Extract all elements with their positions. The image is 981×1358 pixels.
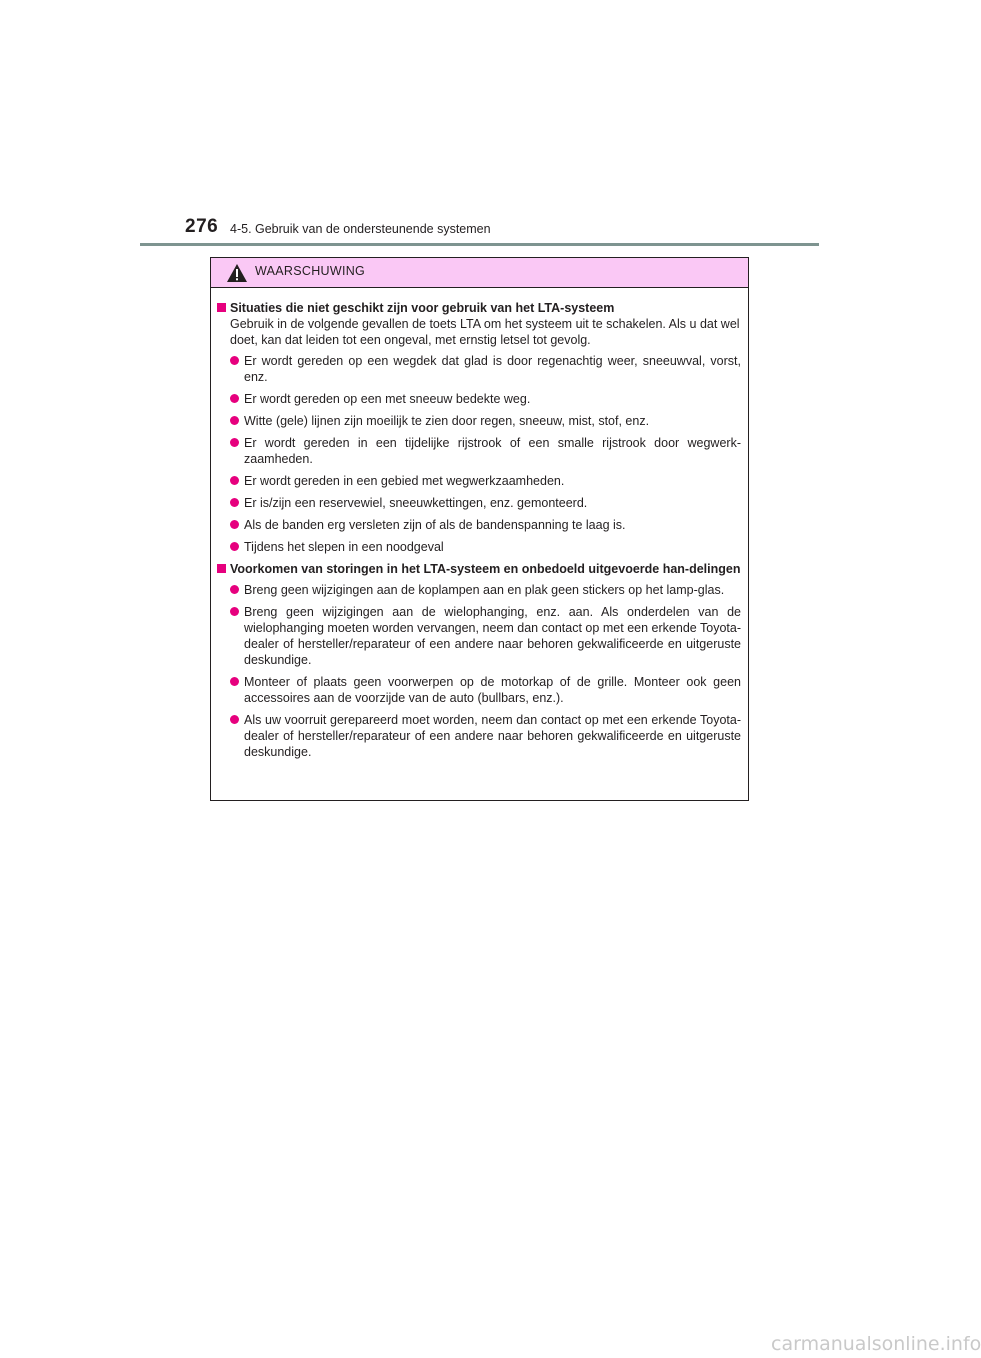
page-number: 276 bbox=[185, 216, 219, 237]
bullet-dot-icon bbox=[230, 356, 239, 365]
list-item: Monteer of plaats geen voorwerpen op de motorkap of de grille. Monteer ook geen accessoires aan de voorzijde van de auto (bullbars, enz.). bbox=[217, 674, 741, 706]
chapter-title: 4-5. Gebruik van de ondersteunende systemen bbox=[230, 222, 491, 236]
section-intro: Gebruik in de volgende gevallen de toets LTA om het systeem uit te schakelen. Als u dat wel doet, kan dat leiden tot een ongeval, met ernstig letsel tot gevolg. bbox=[230, 317, 740, 347]
list-item: Er wordt gereden in een gebied met wegwerkzaamheden. bbox=[217, 473, 741, 489]
bullet-dot-icon bbox=[230, 607, 239, 616]
warning-title: WAARSCHUWING bbox=[255, 263, 366, 278]
bullet-dot-icon bbox=[230, 715, 239, 724]
square-bullet-icon bbox=[217, 564, 226, 573]
section-title: Situaties die niet geschikt zijn voor gebruik van het LTA-systeem bbox=[230, 301, 615, 315]
list-item: Er wordt gereden op een met sneeuw bedekte weg. bbox=[217, 391, 741, 407]
list-item: Er is/zijn een reservewiel, sneeuwkettingen, enz. gemonteerd. bbox=[217, 495, 741, 511]
warning-box bbox=[210, 257, 749, 801]
section-heading bbox=[217, 300, 741, 316]
warning-triangle-icon bbox=[226, 263, 248, 283]
list-item: Witte (gele) lijnen zijn moeilijk te zien door regen, sneeuw, mist, stof, enz. bbox=[217, 413, 741, 429]
section-lta-unsuitable bbox=[217, 300, 741, 555]
section-title: Voorkomen van storingen in het LTA-systeem en onbedoeld uitgevoerde han-delingen bbox=[230, 562, 741, 576]
bullet-dot-icon bbox=[230, 677, 239, 686]
bullet-dot-icon bbox=[230, 416, 239, 425]
square-bullet-icon bbox=[217, 303, 226, 312]
bullet-dot-icon bbox=[230, 498, 239, 507]
bullet-dot-icon bbox=[230, 542, 239, 551]
section-heading bbox=[217, 561, 741, 577]
bullet-dot-icon bbox=[230, 585, 239, 594]
warning-content bbox=[211, 288, 748, 760]
list-item: Er wordt gereden op een wegdek dat glad is door regenachtig weer, sneeuwval, vorst, enz. bbox=[217, 353, 741, 385]
warning-header bbox=[211, 258, 748, 288]
list-item: Breng geen wijzigingen aan de koplampen aan en plak geen stickers op het lamp-glas. bbox=[217, 582, 741, 598]
list-item: Er wordt gereden in een tijdelijke rijstrook of een smalle rijstrook door wegwerk-zaamheden. bbox=[217, 435, 741, 467]
list-item: Breng geen wijzigingen aan de wielophanging, enz. aan. Als onderdelen van de wielophanging moeten worden vervangen, neem dan contact op met een erkende Toyota-dealer of hersteller/reparateur of een andere naar behoren gekwalificeerde en uitgeruste deskundige. bbox=[217, 604, 741, 668]
watermark: carmanualsonline.info bbox=[771, 1333, 981, 1355]
bullet-dot-icon bbox=[230, 438, 239, 447]
list-item: Als uw voorruit gerepareerd moet worden, neem dan contact op met een erkende Toyota-dealer of hersteller/reparateur of een andere naar behoren gekwalificeerde en uitgeruste deskundige. bbox=[217, 712, 741, 760]
list-item: Als de banden erg versleten zijn of als de bandenspanning te laag is. bbox=[217, 517, 741, 533]
list-item: Tijdens het slepen in een noodgeval bbox=[217, 539, 741, 555]
bullet-dot-icon bbox=[230, 476, 239, 485]
bullet-dot-icon bbox=[230, 520, 239, 529]
bullet-dot-icon bbox=[230, 394, 239, 403]
header-rule bbox=[140, 243, 819, 246]
section-prevent-malfunction bbox=[217, 561, 741, 760]
